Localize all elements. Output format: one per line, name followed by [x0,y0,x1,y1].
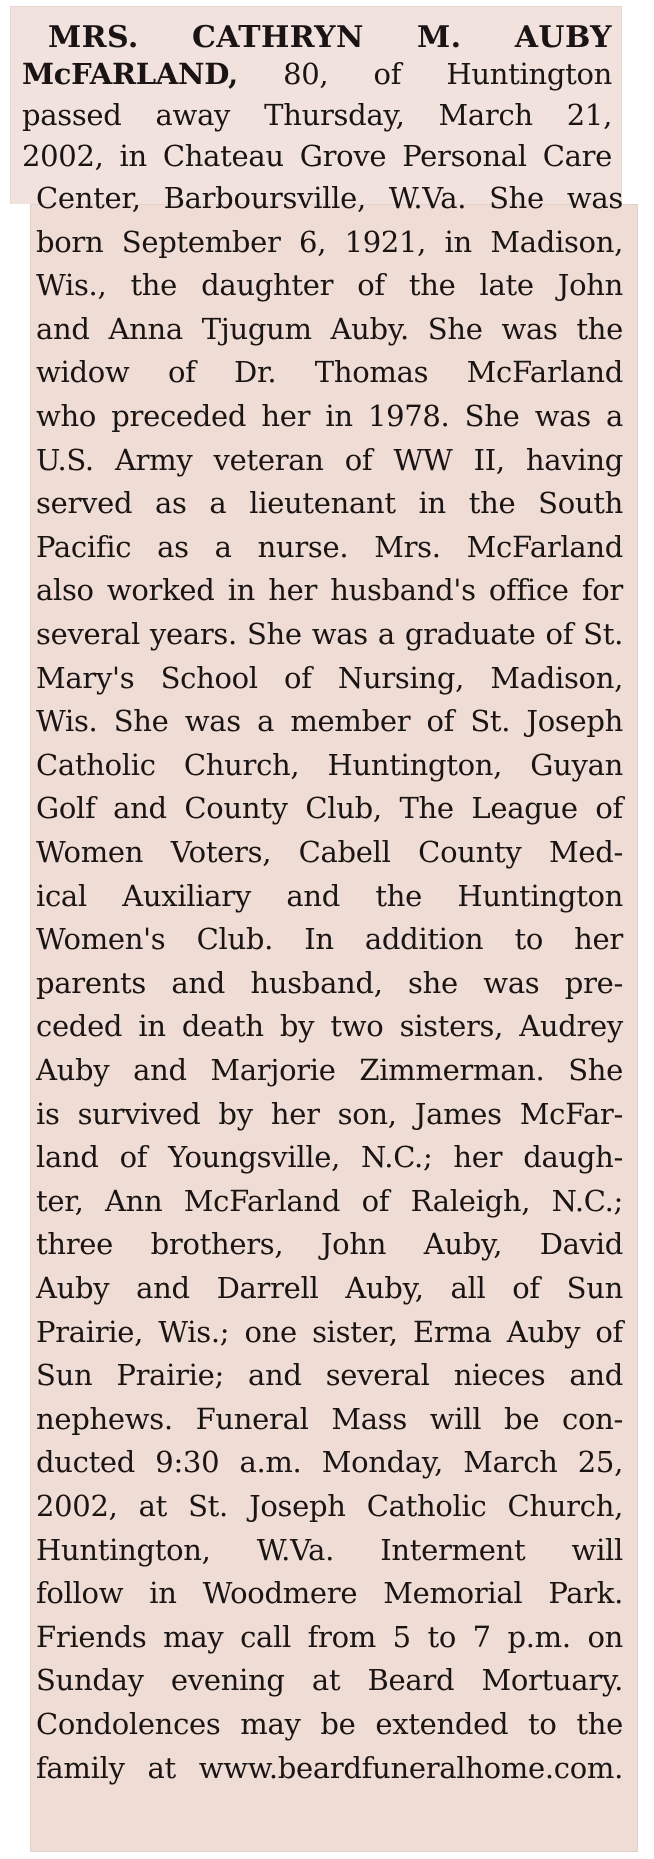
obituary-body-line [36,1096,623,1132]
obituary-body-text: 2002, at St. Joseph Catholic Church, [36,1489,623,1523]
obituary-body-text: Sunday evening at Beard Mortuary. [36,1663,623,1698]
obituary-body-line [36,1226,623,1262]
obituary-body-line [36,1357,623,1393]
obituary-body-text: several years. She was a graduate of St. [36,617,623,651]
obituary-body-line [36,1139,623,1175]
obituary-body-text: Pacific as a nurse. Mrs. McFarland [36,529,623,564]
obituary-headline-name: MRS. CATHRYN M. AUBY [48,20,612,55]
obituary-body-text: ceded in death by two sisters, Audrey [36,1009,623,1044]
obituary-body-line [36,1662,623,1698]
obituary-body-line [36,398,623,434]
obituary-body-line [36,1052,623,1088]
obituary-body-line [36,354,623,390]
obituary-body-text: is survived by her son, James McFar- [36,1096,623,1131]
obituary-body-text: land of Youngsville, N.C.; her daugh- [36,1140,623,1175]
obituary-body-line [36,703,623,739]
obituary-body-line [36,878,623,914]
obituary-body-text: also worked in her husband's office for [36,573,623,608]
obituary-body-text: Mary's School of Nursing, Madison, [36,660,623,695]
obituary-body-line [36,224,623,260]
obituary-body-text: and Anna Tjugum Auby. She was the [36,311,623,346]
obituary-body-text: served as a lieutenant in the South [36,486,623,521]
obituary-body-line [36,660,623,696]
obituary-body-text: nephews. Funeral Mass will be con- [36,1401,623,1436]
obituary-body-line [36,1444,623,1480]
obituary-body-text: Center, Barboursville, W.Va. She was [36,181,623,215]
clipping-torn-edge [10,204,30,210]
obituary-body-line [36,311,623,347]
obituary-body-line [36,747,623,783]
obituary-body-line [36,1314,623,1350]
obituary-body-line [36,267,623,303]
obituary-body-text: Golf and County Club, The League of [36,791,623,826]
obituary-body-line [36,485,623,521]
obituary-body-line [36,1706,623,1742]
obituary-body-text: follow in Woodmere Memorial Park. [36,1576,623,1611]
obituary-body-text: ical Auxiliary and the Huntington [36,878,623,913]
obituary-body-text: Friends may call from 5 to 7 p.m. on [36,1619,623,1654]
obituary-body-line [36,790,623,826]
obituary-body-line [36,1575,623,1611]
obituary-body-text: Women's Club. In addition to her [36,922,623,957]
obituary-body-text: Wis., the daughter of the late John [36,268,623,303]
obituary-body-line [36,1532,623,1568]
obituary-surname: McFARLAND, [22,57,238,91]
obituary-body-line [36,1183,623,1219]
obituary-headline-line-2 [22,56,612,92]
obituary-body-text: Condolences may be extended to the [36,1707,623,1741]
obituary-body-text: Prairie, Wis.; one sister, Erma Auby of [36,1314,623,1349]
obituary-age-city: 80, of Huntington [237,57,612,91]
obituary-body-text: U.S. Army veteran of WW II, having [36,442,623,477]
obituary-body-line [36,616,623,652]
obituary-headline-line-4: 2002, in Chateau Grove Personal Care [22,139,612,173]
obituary-headline-line-3: passed away Thursday, March 21, [22,98,612,132]
obituary-body-line [36,834,623,870]
obituary-body-text: who preceded her in 1978. She was a [36,399,623,433]
obituary-body-line [36,965,623,1001]
obituary-body-text: Catholic Church, Huntington, Guyan [36,747,623,782]
obituary-body-line [36,1619,623,1655]
obituary-body-text: born September 6, 1921, in Madison, [36,224,623,259]
obituary-body-text: three brothers, John Auby, David [36,1227,623,1262]
obituary-body-line [36,1750,623,1786]
obituary-body-text: ducted 9:30 a.m. Monday, March 25, [36,1445,623,1480]
obituary-body-text: family at www.beardfuneralhome.com. [36,1750,623,1785]
obituary-body-text: Wis. She was a member of St. Joseph [36,704,623,739]
obituary-body-text: Huntington, W.Va. Interment will [36,1532,623,1567]
obituary-body-line [36,1401,623,1437]
obituary-body-line [36,1488,623,1524]
obituary-body-line [36,572,623,608]
obituary-body-line [36,1270,623,1306]
obituary-body-line [36,442,623,478]
obituary-body-text: Sun Prairie; and several nieces and [36,1358,623,1393]
obituary-body-text: widow of Dr. Thomas McFarland [36,355,623,390]
obituary-body-text: Auby and Marjorie Zimmerman. She [36,1053,623,1087]
obituary-body-line [36,1008,623,1044]
obituary-body-line [36,921,623,957]
obituary-body-text: Women Voters, Cabell County Med- [36,835,623,869]
obituary-body-text: ter, Ann McFarland of Raleigh, N.C.; [36,1183,623,1218]
obituary-body-line [36,180,623,216]
obituary-body-text: parents and husband, she was pre- [36,965,623,1000]
obituary-body-line [36,529,623,565]
obituary-body-text: Auby and Darrell Auby, all of Sun [36,1271,623,1305]
